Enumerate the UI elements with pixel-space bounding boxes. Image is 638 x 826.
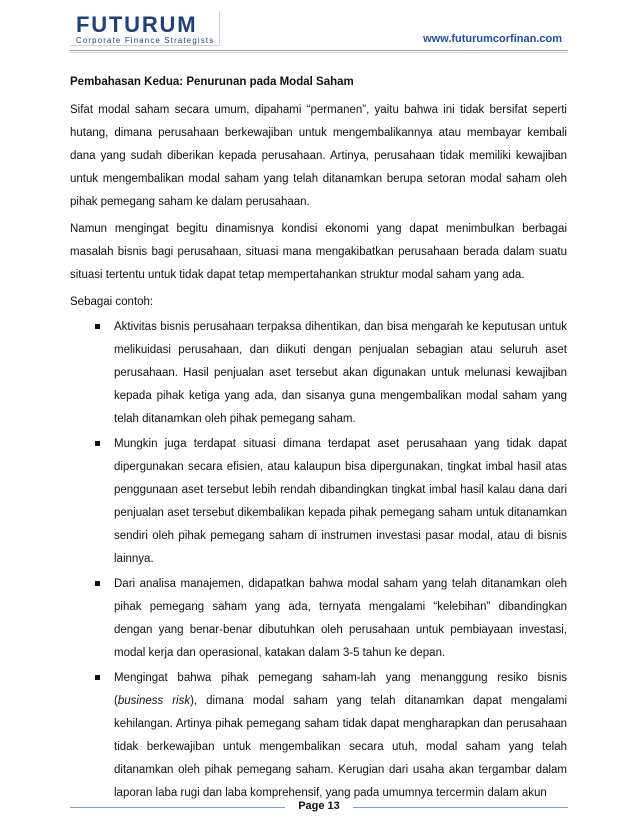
logo-tagline: Corporate Finance Strategists [76,36,215,45]
page-content [70,71,567,807]
bullet-list [70,316,567,805]
list-item-text: Dari analisa manajemen, didapatkan bahwa modal saham yang telah ditanamkan oleh pihak pemegang saham yang ada, ternyata mengalami “kelebihan” dibandingkan dengan yang benar-benar dibutuhkan oleh perusahaan untuk pembiayaan investasi, modal kerja dan operasional, katakan dalam 3-5 tahun ke depan. [114,578,567,659]
footer-rule-right [353,807,568,808]
header-divider [70,50,568,51]
list-item [95,667,567,805]
website-link[interactable]: www.futurumcorfinan.com [423,33,562,45]
list-item-text: Mungkin juga terdapat situasi dimana terdapat aset perusahaan yang tidak dapat dipergunakan secara efisien, atau kalaupun bisa dipergunakan, tingkat imbal hasil atas penggunaan aset tersebut lebih rendah dibandingkan tingkat imbal hasil kalau dana dari penjualan aset tersebut dikembalikan kepada pihak pemegang saham untuk ditanamkan sendiri oleh pihak pemegang saham di instrumen investasi pasar modal, atau di bisnis lainnya. [114,438,567,565]
list-item-text: Aktivitas bisnis perusahaan terpaksa dihentikan, dan bisa mengarah ke keputusan untuk melikuidasi perusahaan, dan diikuti dengan penjualan sebagian atau seluruh aset perusahaan. Hasil penjualan aset tersebut akan digunakan untuk melunasi kewajiban kepada pihak ketiga yang ada, dan sisanya guna mengembalikan modal saham yang telah ditanamkan oleh pihak pemegang saham. [114,321,567,425]
list-item-text-end: ), dimana modal saham yang telah ditanamkan dapat mengalami kehilangan. Artinya pihak pemegang saham tidak dapat mengharapkan dan perusahaan tidak berkewajiban untuk mengembalikan secara utuh, modal saham yang telah ditanamkan oleh pihak pemegang saham. Kerugian dari usaha akan tergambar dalam laporan laba rugi dan laba komprehensif, yang pada umumnya tercermin dalam akun [114,695,568,799]
square-bullet-icon [95,675,100,680]
section-heading: Pembahasan Kedua: Penurunan pada Modal Saham [70,76,354,88]
page-number: Page 13 [298,800,340,812]
list-item [95,433,567,571]
list-item-text-start: Mengingat bahwa pihak pemegang saham-lah yang menanggung resiko bisnis ( [114,672,567,707]
paragraph-2: Namun mengingat begitu dinamisnya kondisi ekonomi yang dapat menimbulkan berbagai masalah bisnis bagi perusahaan, situasi mana mengakibatkan perusahaan berada dalam suatu situasi tertentu untuk tidak dapat tetap mempertahankan struktur modal saham yang ada. [70,223,567,281]
paragraph-1: Sifat modal saham secara umum, dipahami “permanen”, yaitu bahwa ini tidak bersifat seperti hutang, dimana perusahaan berkewajiban untuk mengembalikannya atau membayar kembali dana yang sudah diberikan kepada perusahaan. Artinya, perusahaan tidak memiliki kewajiban untuk mengembalikan modal saham yang telah ditanamkan berupa setoran modal saham oleh pihak pemegang saham ke dalam perusahaan. [70,104,567,208]
logo-wordmark: FUTURUM [76,12,198,37]
page-footer [70,797,568,817]
square-bullet-icon [95,581,100,586]
futurum-logo [70,11,220,44]
footer-rule-left [70,807,285,808]
list-item [95,573,567,665]
list-item [95,316,567,431]
square-bullet-icon [95,441,100,446]
square-bullet-icon [95,324,100,329]
paragraph-3: Sebagai contoh: [70,296,154,308]
header-divider-secondary [70,52,568,53]
italic-term: business risk [117,695,191,707]
